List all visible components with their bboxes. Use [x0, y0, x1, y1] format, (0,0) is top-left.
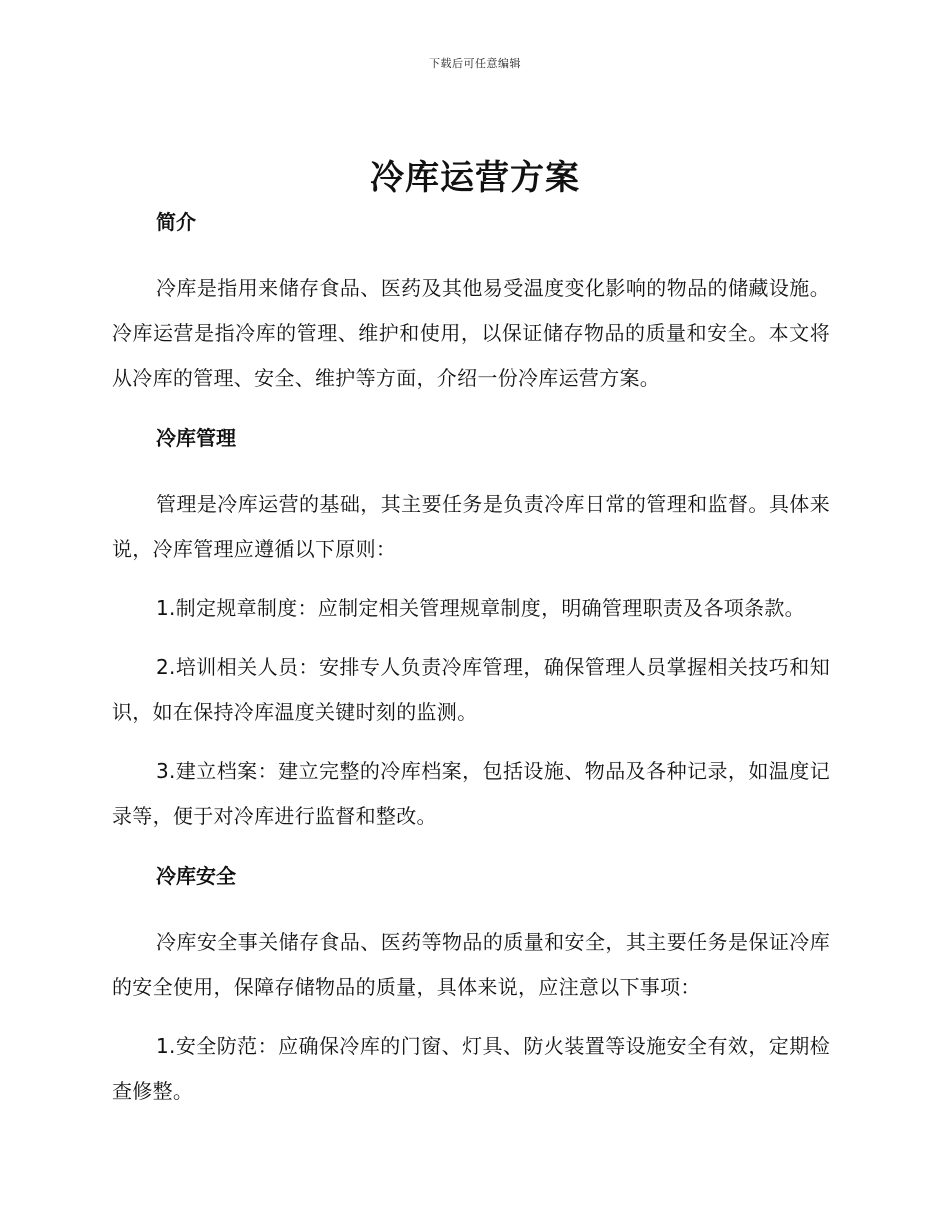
section-heading-intro: 简介 [156, 210, 196, 234]
list-item-paragraph: 1.安全防范：应确保冷库的门窗、灯具、防火装置等设施安全有效，定期检查修整。 [112, 1034, 830, 1103]
list-item-paragraph: 3.建立档案：建立完整的冷库档案，包括设施、物品及各种记录，如温度记录等，便于对冷库进行监督和整改。 [112, 759, 830, 828]
paragraph: 冷库安全事关储存食品、医药等物品的质量和安全，其主要任务是保证冷库的安全使用，保障存储物品的质量，具体来说，应注意以下事项： [112, 930, 830, 999]
document-title: 冷库运营方案 [370, 158, 580, 198]
list-item-paragraph: 1.制定规章制度：应制定相关管理规章制度，明确管理职责及各项条款。 [156, 596, 805, 620]
header-note: 下载后可任意编辑 [429, 57, 521, 70]
section-heading-management: 冷库管理 [156, 426, 236, 450]
list-item-paragraph: 2.培训相关人员：安排专人负责冷库管理，确保管理人员掌握相关技巧和知识，如在保持冷库温度关键时刻的监测。 [112, 655, 830, 724]
section-heading-safety: 冷库安全 [156, 864, 236, 888]
paragraph: 管理是冷库运营的基础，其主要任务是负责冷库日常的管理和监督。具体来说，冷库管理应遵循以下原则： [112, 492, 830, 561]
paragraph: 冷库是指用来储存食品、医药及其他易受温度变化影响的物品的储藏设施。冷库运营是指冷库的管理、维护和使用，以保证储存物品的质量和安全。本文将从冷库的管理、安全、维护等方面，介绍一份冷库运营方案。 [112, 276, 830, 390]
document-body [112, 205, 830, 1114]
